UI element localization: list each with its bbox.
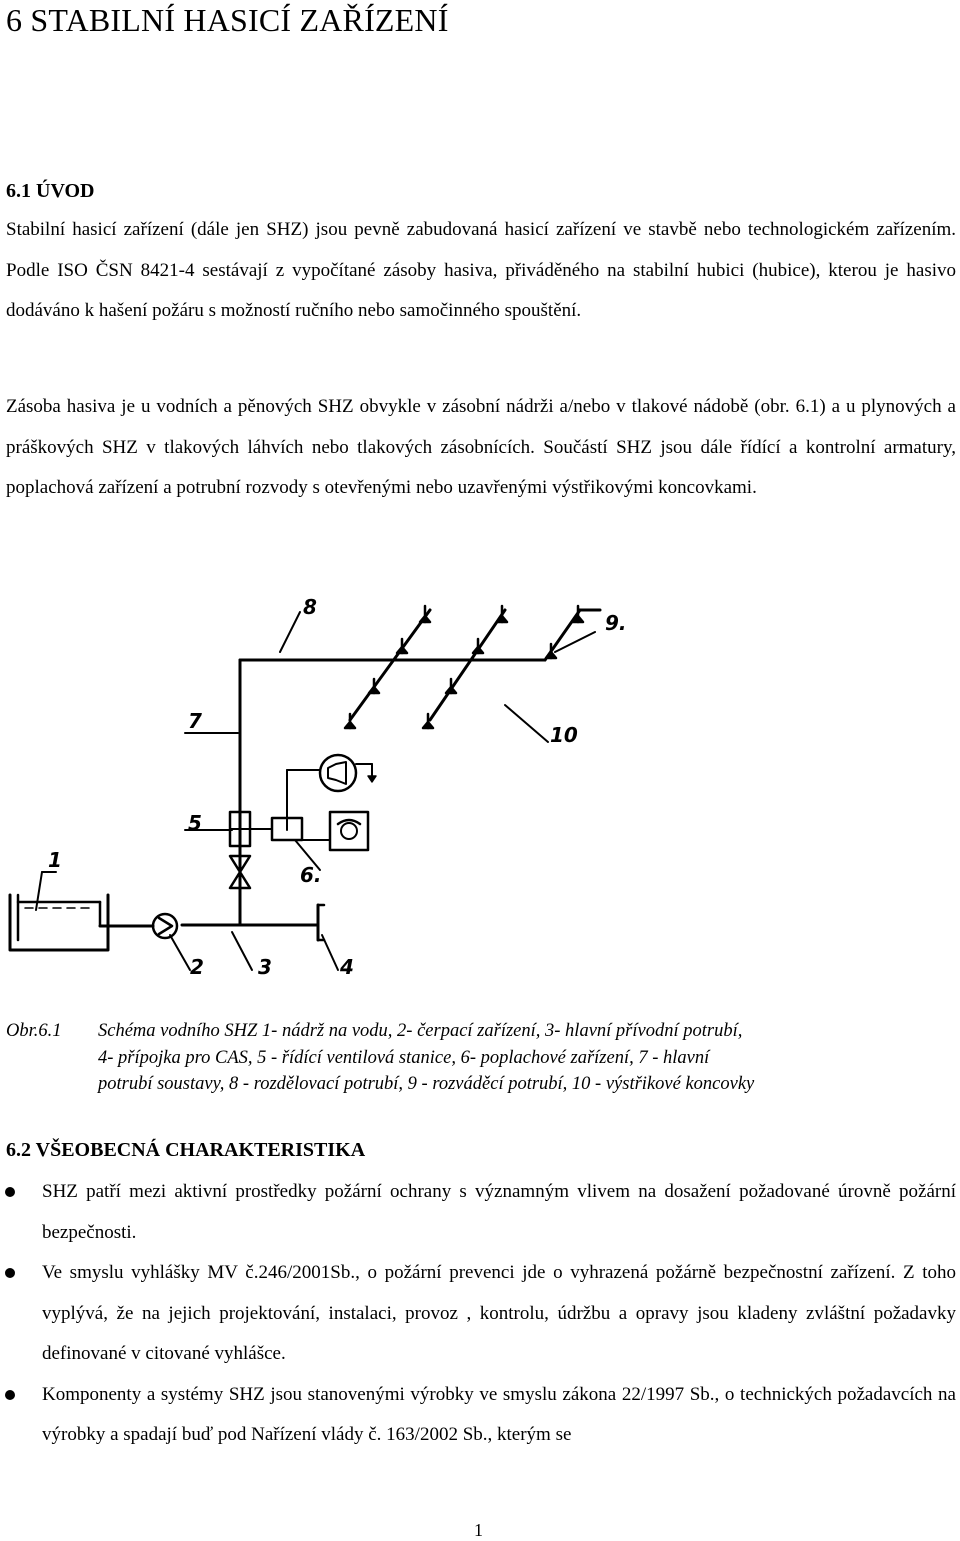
bullet-text-2: Ve smyslu vyhlášky MV č.246/2001Sb., o požární prevenci jde o vyhrazená požárně bezpečnostní zařízení. Z toho vyplývá, že na jejich projektování, instalaci, provoz , kontrolu, údržbu a opravy jsou kladeny zvláštní požadavky definované v citované vyhlášce. [42,1262,956,1364]
intro-paragraph-1: Stabilní hasicí zařízení (dále jen SHZ) jsou pevně zabudovaná hasicí zařízení ve stavbě nebo technologickém zařízením. Podle ISO ČSN 8421-4 sestávají z vypočítané zásoby hasiva, přiváděného na stabilní hubici (hubice), kterou je hasivo dodáváno k hašení požáru s možností ručního nebo samočinného spouštění. [6,219,956,321]
list-item [0,1172,956,1253]
figure-label-4: 4 [340,955,354,979]
chapter-title: 6 STABILNÍ HASICÍ ZAŘÍZENÍ [6,2,449,38]
page-number: 1 [474,1520,483,1540]
list-item [0,1375,956,1456]
figure-label-5: 5 [188,811,202,835]
figure-label-2: 2 [190,955,204,979]
general-bullet-list [0,1172,956,1456]
figure-caption-line-3: potrubí soustavy, 8 - rozdělovací potrubí, 9 - rozváděcí potrubí, 10 - výstřikové koncovky [98,1074,755,1094]
leader-4 [322,935,338,970]
figure-caption-lead: Obr.6.1 [6,1021,62,1041]
leader-1 [36,872,42,910]
figure-label-1: 1 [48,848,62,872]
intro-paragraph-2: Zásoba hasiva je u vodních a pěnových SHZ obvykle v zásobní nádrži a/nebo v tlakové nádobě (obr. 6.1) a u plynových a práškových SHZ v tlakových láhvích nebo tlakových zásobnících. Součástí SHZ jsou dále řídící a kontrolní armatury, poplachová zařízení a potrubní rozvody s otevřenými nebo uzavřenými výstřikovými koncovkami. [6,396,956,498]
leader-8 [280,612,300,652]
figure-caption-line-2: 4- přípojka pro CAS, 5 - řídící ventilová stanice, 6- poplachové zařízení, 7 - hlavní [98,1047,710,1068]
figure-label-9: 9. [605,611,627,635]
figure-shz-schematic [0,590,960,990]
list-item [0,1253,956,1375]
figure-label-6: 6. [300,863,322,887]
section-heading-intro: 6.1 ÚVOD [6,180,95,202]
sprinkler-heads [345,606,583,728]
figure-caption-line-1: Schéma vodního SHZ 1- nádrž na vodu, 2- čerpací zařízení, 3- hlavní přívodní potrubí, [98,1021,743,1041]
bullet-icon [5,1268,15,1278]
figure-label-3: 3 [258,955,272,979]
telephone-box [330,812,368,850]
alarm-bell [320,755,356,791]
bullet-icon [5,1187,15,1197]
leader-3 [232,932,252,970]
pump [153,914,177,938]
figure-caption [6,1018,956,1098]
figure-label-7: 7 [188,709,202,733]
figure-label-10: 10 [550,723,578,747]
bullet-text-1: SHZ patří mezi aktivní prostředky požární ochrany s významným vlivem na dosažení požadované úrovně požární bezpečnosti. [42,1181,956,1243]
bullet-icon [5,1390,15,1400]
section-heading-general: 6.2 VŠEOBECNÁ CHARAKTERISTIKA [6,1139,366,1161]
figure-label-8: 8 [303,595,317,619]
leader-2 [170,935,190,970]
leader-10 [505,705,548,742]
bullet-text-3: Komponenty a systémy SHZ jsou stanovenými výrobky ve smyslu zákona 22/1997 Sb., o technických požadavcích na výrobky a spadají buď pod Nařízení vlády č. 163/2002 Sb., kterým se [42,1383,956,1445]
branch-pipe-2 [430,610,505,720]
branch-pipe-1 [350,610,430,720]
